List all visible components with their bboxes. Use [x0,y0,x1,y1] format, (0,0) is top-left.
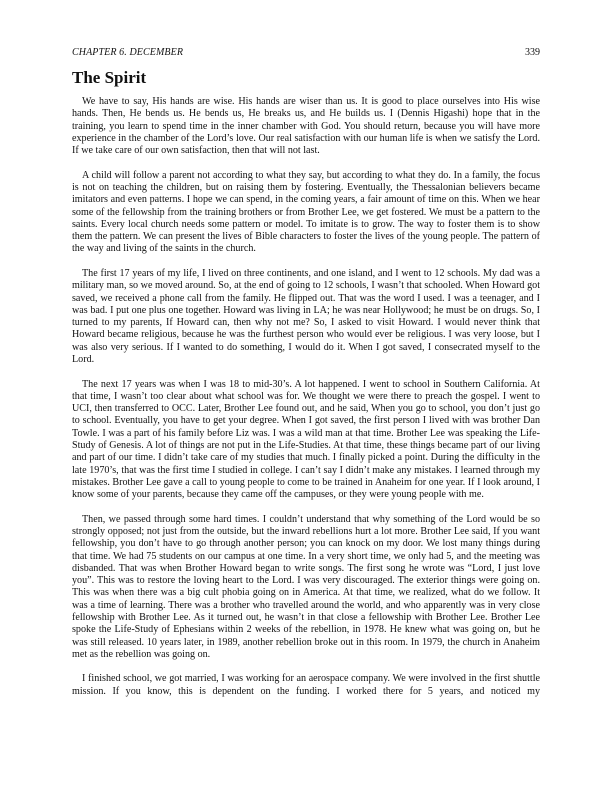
chapter-heading: CHAPTER 6. DECEMBER [72,47,184,58]
paragraph: Then, we passed through some hard times. I couldn’t understand that why something of the Lord would be so strongly opposed; not just from the outside, but the inward rebellions hurt a lot more. Brother Lee said, If you want fellowship, you don’t have to go through another person; you can knock on my door. We lost many things during that time. We had 75 students on our campus at one time. In a very short time, we only had 5, and the meeting was disbanded. That was when Brother Howard began to write songs. The first song he wrote was “Lord, I just love you”. This was to restore the loving heart to the Lord. I was very discouraged. The exterior things were going on. This was when there was a big cult phobia going on in America. At that time, we realized, what do we follow. It was a time of learning. There was a brother who travelled around the world, and who apparently was in very close fellowship with Brother Lee. As it turned out, he wasn’t in that close a fellowship with Brother Lee. Brother Lee spoke the Life-Study of Ephesians within 2 weeks of the rebellion, in 1978. He knew what was going on, but he was still released. 10 years later, in 1989, another rebellion broke out in this room. In 1979, the church in Anaheim met as the rebellion was going on. [72,513,540,660]
paragraph: The first 17 years of my life, I lived on three continents, and one island, and I went to 12 schools. My dad was a military man, so we moved around. So, at the end of going to 12 schools, I wasn’t that schooled. When Howard got saved, we received a phone call from the family. He flipped out. That was the word I used. I was a teenager, and I was bad. I put one plus one together. Howard was living in LA; he was near Hollywood; he must be on drugs. So, I turned to my parents, If Howard can, then why not me? So, I asked to visit Howard. I would never think that Howard became religious, because he was the furthest person who would ever be religious. I was very loose, but I was also very serious. If I wanted to do something, I would do it. When I got saved, I consecrated myself to the Lord. [72,267,540,366]
paragraph: A child will follow a parent not according to what they say, but according to what they do. In a family, the focus is not on teaching the children, but on raising them by fostering. Eventually, the Thessalonian believers became imitators and even patterns. I hope we can spend, in the coming years, a fair amount of time on this. When we hear some of the fellowship from the training brothers or from Brother Lee, we get fostered. We must be a pattern to the saints. Every local church needs some pattern or model. To imitate is to grow. The way to foster them is to show them the pattern. We can present the lives of Bible characters to foster the lives of the young people. The pattern of the way and living of the saints in the church. [72,169,540,255]
body-text [72,96,540,710]
section-title: The Spirit [72,68,147,87]
paragraph: I finished school, we got married, I was working for an aerospace company. We were involved in the first shuttle mission. If you know, this is dependent on the funding. I worked there for 5 years, and noticed my [72,673,540,697]
paragraph: We have to say, His hands are wise. His hands are wiser than us. It is good to place ourselves into His wise hands. Then, He bends us. He bends us, He breaks us, and He builds us. I (Dennis Higashi) hope that in the training, you learn to spend time in the inner chamber with God. You should return, because you will have more experience in the chamber of the Lord’s love. Our real satisfaction with our human life is when we satisfy the Lord. If we take care of our own satisfaction, then that will not last. [72,96,540,157]
running-header [72,47,540,61]
page-number: 339 [525,47,540,58]
paragraph: The next 17 years was when I was 18 to mid-30’s. A lot happened. I went to school in Southern California. At that time, I wasn’t too clear about what school was for. We thought we were there to preach the gospel. I went to UCI, then transferred to OCC. Later, Brother Lee found out, and he said, When you go to school, you don’t just go to school. Eventually, you have to get your degree. When I got saved, the first person I lived with was brother Dan Towle. I was a part of his family before Liz was. I was a wild man at that time. Brother Lee was speaking the Life-Study of Genesis. A lot of things are not put in the Life-Studies. At that time, these things became part of our living and part of our time. I didn’t take care of my studies that much. I finally picked a point. During the difficulty in the late 1970’s, that was the first time I studied in college. I can’t say I didn’t make any mistakes. I learned through my mistakes. Brother Lee gave a call to young people to come to be trained in Anaheim for one year. If I look around, I know some of your parents, because they came off the campuses, or they were young people with me. [72,378,540,501]
